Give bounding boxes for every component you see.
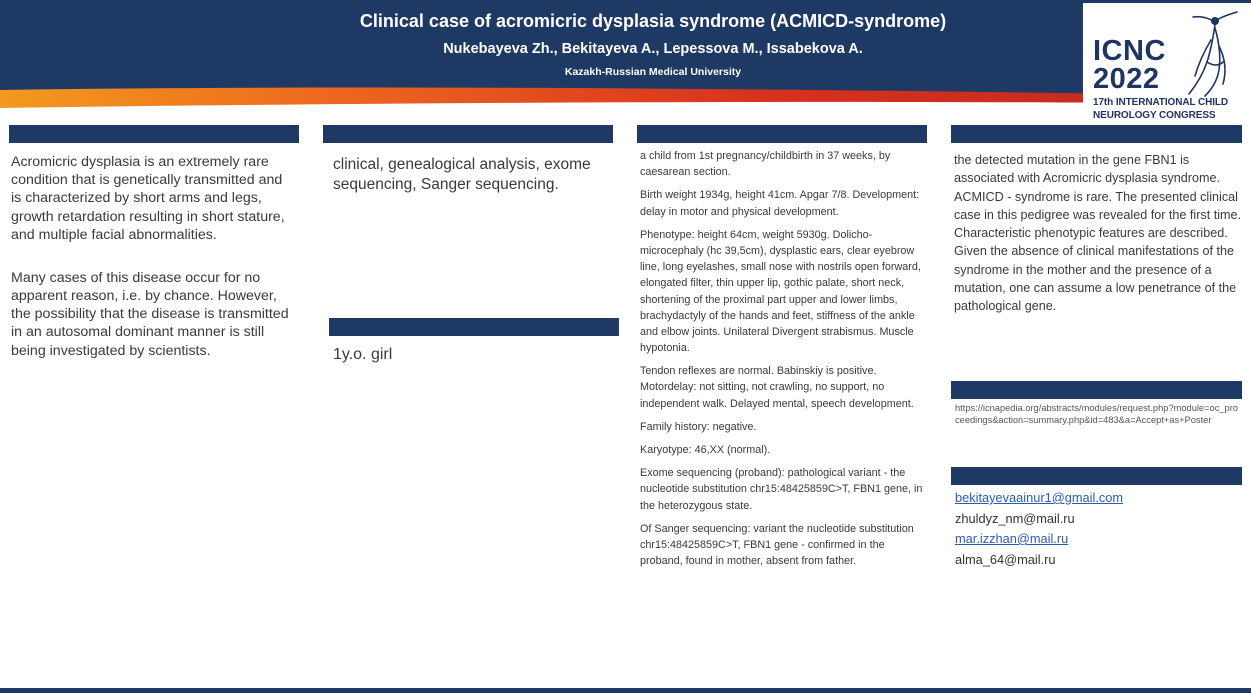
case-paragraph-1: a child from 1st pregnancy/childbirth in 37 weeks, by caesarean section. — [640, 150, 891, 179]
section-bar-methods — [323, 125, 613, 143]
case-paragraph-4: Tendon reflexes are normal. Babinskiy is positive. Motordelay: not sitting, not crawling, no support, no independent walk. Delayed mental, speech development. — [640, 365, 914, 410]
contact-email-3[interactable]: mar.izzhan@mail.ru — [955, 531, 1069, 546]
logo-year: 2022 — [1093, 63, 1160, 95]
contact-email-2: zhuldyz_nm@mail.ru — [955, 510, 1075, 526]
section-bar-introduction — [9, 125, 299, 143]
case-description — [640, 148, 930, 576]
case-paragraph-2: Birth weight 1934g, height 41cm. Apgar 7/8. Development: delay in motor and physical development. — [640, 189, 920, 218]
section-bar-conclusion — [951, 125, 1242, 143]
logo-subtitle-line1: 17th INTERNATIONAL CHILD — [1093, 97, 1229, 108]
dancer-figure-icon — [1175, 10, 1241, 98]
conclusion-text: the detected mutation in the gene FBN1 is associated with Acromicric dysplasia syndrome. ACMICD - syndrome is rare. The presented clinical case in this pedigree was revealed for the first time. Characteristic phenotypic features are described. Given the absence of clinical manifestations of the syndrome in the mother and the presence of a mutation, one can assume a low penetrance of the pathological gene. — [954, 153, 1241, 313]
authors: Nukebayeva Zh., Bekitayeva A., Lepessova M., Issabekova A. — [443, 41, 863, 57]
intro-paragraph-2: Many cases of this disease occur for no apparent reason, i.e. by chance. However, the possibility that the disease is transmitted in an autosomal dominant manner is still being investigated by scientists. — [11, 269, 289, 359]
case-paragraph-8: Of Sanger sequencing: variant the nucleotide substitution chr15:48425859C>T, FBN1 gene - confirmed in the proband, found in mother, absent from father. — [640, 522, 914, 568]
poster-title: Clinical case of acromicric dysplasia syndrome (ACMICD-syndrome) — [359, 11, 947, 31]
case-paragraph-3: Phenotype: height 64cm, weight 5930g. Dolicho-microcephaly (hc 39,5cm), dysplastic ears, clear eyebrow line, long eyelashes, small nose with nostrils open forward, elongated filter, thin upper lip, gothic palate, short neck, shortening of the proximal part upper and lower limbs, brachydactyly of the hands and feet, stiffness of the ankle and elbow joints. Unilateral Divergent strabismus. Muscle hypotonia. — [640, 228, 921, 355]
logo-acronym: ICNC — [1093, 35, 1166, 67]
section-bar-contacts — [951, 467, 1242, 485]
logo-subtitle-line2: NEUROLOGY CONGRESS — [1093, 110, 1216, 121]
reference-url: https://icnapedia.org/abstracts/modules/request.php?module=oc_proceedings&action=summary.php&id=483&a=Accept+as+Poster — [955, 403, 1238, 426]
patient-text: 1y.o. girl — [333, 346, 393, 363]
section-bar-case — [637, 125, 927, 143]
case-paragraph-5: Family history: negative. — [640, 420, 757, 433]
university: Kazakh-Russian Medical University — [564, 66, 742, 78]
intro-paragraph-1: Acromicric dysplasia is an extremely rare condition that is genetically transmitted and is characterized by short arms and legs, growth retardation resulting in short stature, and multiple facial abnormalities. — [11, 154, 285, 243]
section-bar-references — [951, 381, 1242, 399]
poster-header — [0, 0, 1251, 110]
contact-email-1[interactable]: bekitayevaainur1@gmail.com — [955, 490, 1124, 505]
methods-text: clinical, genealogical analysis, exome sequencing, Sanger sequencing. — [333, 156, 591, 193]
contacts-list — [955, 490, 1240, 572]
section-bar-patient — [329, 318, 619, 336]
case-paragraph-7: Exome sequencing (proband): pathological variant - the nucleotide substitution chr15:48425859C>T, FBN1 gene, in the heterozygous state. — [640, 467, 923, 512]
footer-bar — [0, 688, 1251, 693]
contact-email-4: alma_64@mail.ru — [955, 551, 1056, 567]
case-paragraph-6: Karyotype: 46,XX (normal). — [640, 444, 771, 456]
introduction-text — [11, 153, 293, 385]
